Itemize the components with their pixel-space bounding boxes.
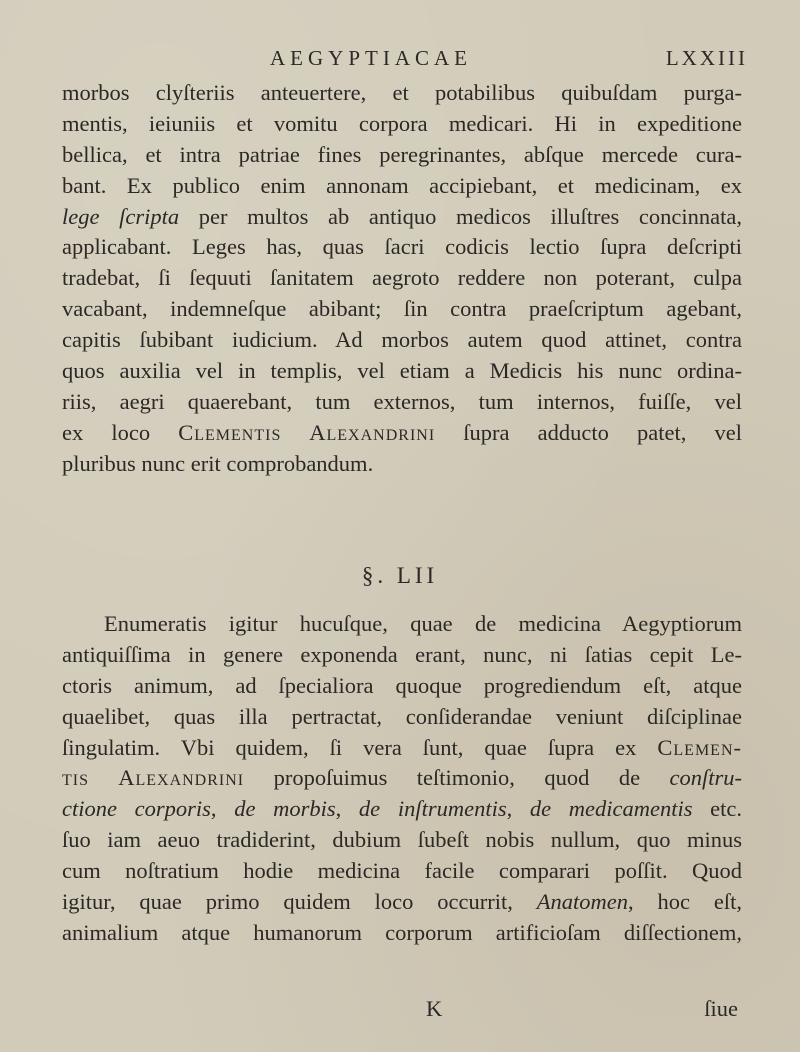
paragraph-2 — [62, 609, 742, 949]
text-line: ſuo iam aeuo tradiderint, dubium ſubeſt nobis nullum, quo minus — [62, 827, 742, 853]
italic-phrase: de inſtrumentis — [358, 796, 507, 822]
paragraph-1 — [62, 78, 742, 480]
section-heading: §. LII — [361, 563, 439, 588]
italic-phrase: de medicamentis — [529, 796, 693, 822]
text-line: ctoris animum, ad ſpecialiora quoque progrediendum eſt, atque — [62, 672, 742, 698]
text-line: vacabant, indemneſque abibant; ſin contra praeſcriptum agebant, — [62, 296, 742, 322]
text-line: quaelibet, quas illa pertractat, conſiderandae veniunt diſciplinae — [62, 703, 742, 729]
text-line: morbos clyſteriis anteuertere, et potabilibus quibuſdam purga- — [62, 80, 742, 105]
text-line: cum noſtratium hodie medicina facile comparari poſſit. Quod — [62, 858, 742, 884]
text-line: capitis ſubibant iudicium. Ad morbos autem quod attinet, contra — [62, 327, 742, 353]
text-line: igitur, quae primo quidem loco occurrit, Anatomen, hoc eſt, — [62, 889, 742, 915]
signature-mark: K — [426, 996, 443, 1021]
text-line: quos auxilia vel in templis, vel etiam a Medicis his nunc ordina- — [62, 358, 742, 384]
running-title: AEGYPTIACAE — [270, 46, 472, 70]
page-footer — [0, 996, 800, 1026]
italic-phrase: ctione corporis — [62, 796, 211, 822]
text-line: tis Alexandrini propoſuimus teſtimonio, quod de conſtru- — [62, 765, 742, 791]
text-line: antiquiſſima in genere exponenda erant, nunc, ni ſatias cepit Le- — [62, 641, 742, 667]
text-line: ctione corporis, de morbis, de inſtrumentis, de medicamentis etc. — [62, 796, 742, 822]
italic-phrase: de morbis — [234, 796, 336, 822]
text-line: ex loco Clementis Alexandrini ſupra adducto patet, vel — [62, 419, 742, 445]
italic-phrase: lege ſcripta — [62, 203, 180, 229]
author-name: Clemen- — [657, 734, 742, 760]
italic-phrase: conſtru- — [669, 765, 742, 791]
italic-phrase: Anatomen — [536, 889, 628, 915]
text-line: applicabant. Leges has, quas ſacri codicis lectio ſupra deſcripti — [62, 234, 742, 260]
catchword: ſiue — [704, 996, 738, 1021]
text-line: animalium atque humanorum corporum artificioſam diſſectionem, — [62, 919, 742, 945]
text-line: lege ſcripta per multos ab antiquo medicos illuſtres concinnata, — [62, 203, 742, 229]
page-number: LXXIII — [665, 46, 748, 70]
author-name: Clementis Alexandrini — [178, 419, 436, 445]
text-line: Enumeratis igitur hucuſque, quae de medicina Aegyptiorum — [104, 611, 742, 636]
text-line: bant. Ex publico enim annonam accipiebant, et medicinam, ex — [62, 172, 742, 198]
running-head — [0, 46, 800, 76]
text-line: mentis, ieiuniis et vomitu corpora medicari. Hi in expeditione — [62, 110, 742, 136]
text-line: ſingulatim. Vbi quidem, ſi vera ſunt, quae ſupra ex Clemen- — [62, 734, 742, 760]
text-line: pluribus nunc erit comprobandum. — [62, 450, 374, 476]
text-line: bellica, et intra patriae fines peregrinantes, abſque mercede cura- — [62, 141, 742, 167]
text-line: riis, aegri quaerebant, tum externos, tum internos, fuiſſe, vel — [62, 388, 742, 414]
text-line: tradebat, ſi ſequuti ſanitatem aegroto reddere non poterant, culpa — [62, 265, 742, 291]
author-name: tis Alexandrini — [62, 765, 245, 791]
